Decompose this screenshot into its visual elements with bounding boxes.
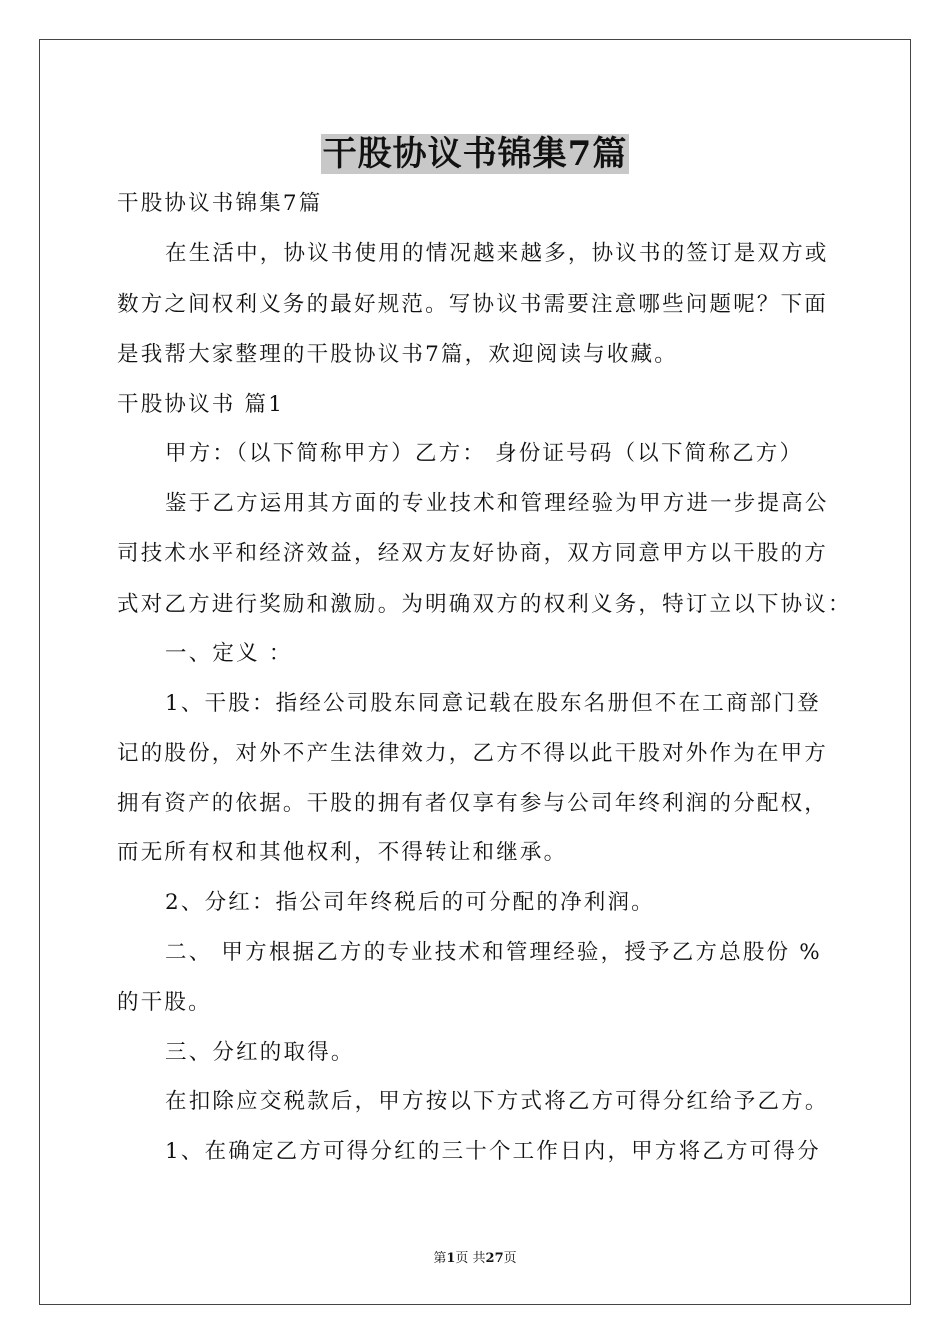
text-line: 记的股份，对外不产生法律效力，乙方不得以此干股对外作为在甲方: [117, 741, 829, 766]
text-line: 一、定义 ：: [165, 641, 293, 666]
text-line: 司技术水平和经济效益，经双方友好协商，双方同意甲方以干股的方: [117, 541, 829, 566]
text-line: 三、分红的取得。: [165, 1040, 355, 1065]
text-line: 的干股。: [117, 990, 212, 1015]
page-current: 1: [446, 1251, 456, 1266]
page-border: [39, 39, 911, 1305]
text-line: 1、在确定乙方可得分红的三十个工作日内，甲方将乙方可得分: [165, 1139, 821, 1164]
section-heading: 干股协议书 篇1: [117, 392, 285, 417]
text-line: 在生活中，协议书使用的情况越来越多，协议书的签订是双方或: [165, 241, 829, 266]
text-line: 是我帮大家整理的干股协议书7篇，欢迎阅读与收藏。: [117, 342, 678, 367]
text-line: 二、 甲方根据乙方的专业技术和管理经验，授予乙方总股份 %: [165, 940, 822, 965]
text-line: 2、分红：指公司年终税后的可分配的净利润。: [165, 890, 655, 915]
page-total: 27: [485, 1251, 504, 1266]
text-line: 1、干股：指经公司股东同意记载在股东名册但不在工商部门登: [165, 691, 821, 716]
text-line: 在扣除应交税款后，甲方按以下方式将乙方可得分红给予乙方。: [165, 1089, 829, 1114]
subtitle-line: 干股协议书锦集7篇: [117, 191, 323, 216]
document-title: 干股协议书锦集7篇: [322, 134, 628, 174]
page-suffix: 页: [503, 1251, 517, 1266]
text-line: 数方之间权利义务的最好规范。写协议书需要注意哪些问题呢？下面: [117, 292, 829, 317]
document-title-container: [0, 126, 950, 175]
text-line: 式对乙方进行奖励和激励。为明确双方的权利义务，特订立以下协议：: [117, 592, 852, 617]
page-footer: [0, 1247, 950, 1266]
text-line: 而无所有权和其他权利，不得转让和继承。: [117, 840, 568, 865]
text-line: 拥有资产的依据。干股的拥有者仅享有参与公司年终利润的分配权，: [117, 791, 829, 816]
page-prefix: 第: [433, 1251, 447, 1266]
text-line: 鉴于乙方运用其方面的专业技术和管理经验为甲方进一步提高公: [165, 491, 829, 516]
page-mid: 页 共: [455, 1251, 486, 1266]
text-line: 甲方：（以下简称甲方）乙方： 身份证号码（以下简称乙方）: [165, 441, 804, 466]
